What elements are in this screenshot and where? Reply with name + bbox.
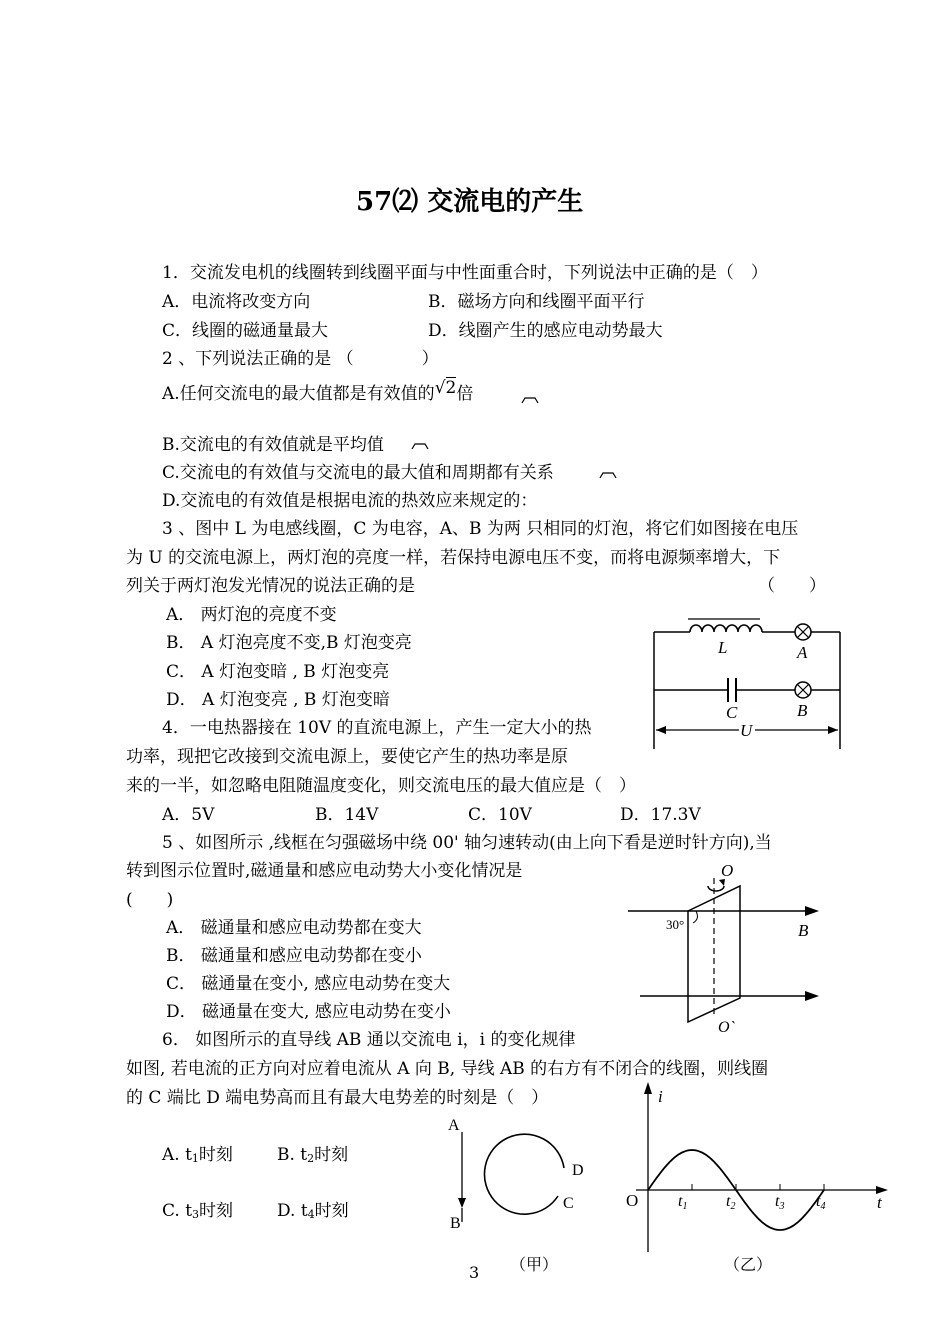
q3-option-a: A． 两灯泡的亮度不变 <box>166 605 337 625</box>
label-t1: t1 <box>678 1193 688 1212</box>
q2-option-a-text: A.任何交流电的最大值都是有效值的 <box>162 384 435 404</box>
q5-option-c: C． 磁通量在变小, 感应电动势在变大 <box>166 974 451 994</box>
q6-option-c-sub: 3 <box>192 1208 200 1221</box>
q1-option-c: C．线圈的磁通量最大 <box>162 321 329 341</box>
label-B: B <box>797 701 808 720</box>
sqrt-radicand: 2 <box>445 378 457 398</box>
label-L: L <box>718 638 728 657</box>
label-O: O <box>721 861 734 880</box>
q3-line2: 为 U 的交流电源上，两灯泡的亮度一样，若保持电源电压不变，而将电源频率增大，下 <box>126 548 781 568</box>
q6-line2: 如图, 若电流的正方向对应着电流从 A 向 B, 导线 AB 的右方有不闭合的线圈，则线圈 <box>126 1059 769 1079</box>
caption-yi: （乙） <box>724 1257 773 1274</box>
q6-option-d <box>277 1200 349 1226</box>
q1-stem: 1．交流发电机的线圈转到线圈平面与中性面重合时，下列说法中正确的是（ ） <box>162 263 768 283</box>
label-B: B <box>450 1215 461 1232</box>
q4-line3: 来的一半，如忽略电阻随温度变化，则交流电压的最大值应是（ ） <box>126 776 636 796</box>
label-angle: 30° <box>666 917 685 932</box>
q4-option-d: D．17.3V <box>620 805 701 825</box>
q3-option-b: B． A 灯泡亮度不变,B 灯泡变亮 <box>166 633 412 653</box>
label-A: A <box>448 1117 460 1134</box>
q4-line1: 4．一电热器接在 10V 的直流电源上，产生一定大小的热 <box>162 718 592 738</box>
label-t2: t2 <box>726 1193 736 1212</box>
q6-option-b-post: 时刻 <box>314 1145 349 1165</box>
q5-option-b: B． 磁通量和感应电动势都在变小 <box>166 946 422 966</box>
q5-option-a: A． 磁通量和感应电动势都在变大 <box>166 918 422 938</box>
label-origin: O <box>626 1191 639 1210</box>
label-C: C <box>726 703 738 722</box>
label-B-field: B <box>798 921 809 940</box>
label-t: t <box>877 1193 882 1212</box>
q6-option-d-sub: 4 <box>307 1208 315 1221</box>
q6-option-a <box>162 1144 233 1170</box>
q2-option-c: C.交流电的有效值与交流电的最大值和周期都有关系 <box>162 463 554 483</box>
q5-line2: 转到图示位置时,磁通量和感应电动势大小变化情况是 <box>126 861 523 881</box>
q1-option-d: D．线圈产生的感应电动势最大 <box>428 321 663 341</box>
q3-option-c: C． A 灯泡变暗 , B 灯泡变亮 <box>166 662 390 682</box>
q6-option-a-sub: 1 <box>191 1152 199 1165</box>
label-O-prime: O` <box>718 1019 735 1036</box>
q2-option-a-tail: 倍 <box>456 384 474 404</box>
q4-option-a: A．5V <box>162 805 215 825</box>
q4-line2: 功率，现把它改接到交流电源上，要使它产生的热功率是原 <box>126 747 568 767</box>
q6-option-c <box>162 1200 233 1226</box>
q5-frame-diagram <box>626 856 831 1036</box>
q2-option-d: D.交流电的有效值是根据电流的热效应来规定的： <box>162 491 538 511</box>
q3-line1: 3 、图中 L 为电感线圈，C 为电容，A、B 为两 只相同的灯泡，将它们如图接在电压 <box>162 519 799 539</box>
q3-option-d: D． A 灯泡变亮 , B 灯泡变暗 <box>166 690 390 710</box>
label-U: U <box>740 721 753 740</box>
q5-option-d: D． 磁通量在变大, 感应电动势在变小 <box>166 1002 451 1022</box>
q6-option-c-pre: C. t <box>162 1201 193 1221</box>
q6-line1: 6． 如图所示的直导线 AB 通以交流电 i，i 的变化规律 <box>162 1030 576 1050</box>
q5-line1: 5 、如图所示 ,线框在匀强磁场中绕 00' 轴匀速转动(由上向下看是逆时针方向),当 <box>162 833 772 853</box>
q3-answer-paren: （ ） <box>758 576 826 596</box>
q6-option-d-post: 时刻 <box>314 1201 349 1221</box>
q2-stem: 2 、下列说法正确的是 （ ） <box>162 349 439 369</box>
caption-jia: （甲） <box>510 1257 559 1274</box>
sqrt-symbol: √2 <box>434 378 457 398</box>
q1-option-a: A．电流将改变方向 <box>162 292 311 312</box>
q6-option-b-pre: B. t <box>277 1145 308 1165</box>
open-loop <box>484 1134 564 1214</box>
q6-option-d-pre: D. t <box>277 1201 308 1221</box>
label-t4: t4 <box>816 1193 826 1212</box>
q6-option-b-sub: 2 <box>307 1152 315 1165</box>
page-title: 57⑵ 交流电的产生 <box>356 187 584 217</box>
q6-option-b <box>277 1144 348 1170</box>
page-number: 3 <box>469 1263 480 1282</box>
q3-line3: 列关于两灯泡发光情况的说法正确的是 <box>126 576 415 596</box>
q5-line3: ( ) <box>126 890 174 910</box>
q1-option-b: B．磁场方向和线圈平面平行 <box>428 292 645 312</box>
q6-option-c-post: 时刻 <box>199 1201 234 1221</box>
q6-option-a-post: 时刻 <box>198 1145 233 1165</box>
q6-wire-loop-diagram <box>440 1110 610 1280</box>
label-D: D <box>572 1162 584 1179</box>
label-i: i <box>658 1087 663 1106</box>
label-C: C <box>563 1195 574 1212</box>
q6-current-graph <box>616 1080 896 1280</box>
q3-circuit-diagram <box>640 608 850 753</box>
q6-line3: 的 C 端比 D 端电势高而且有最大电势差的时刻是（ ） <box>126 1088 549 1108</box>
q6-option-a-pre: A. t <box>162 1145 192 1165</box>
q2-option-b: B.交流电的有效值就是平均值 <box>162 435 384 455</box>
q4-option-c: C．10V <box>468 805 532 825</box>
q4-option-b: B．14V <box>315 805 379 825</box>
label-t3: t3 <box>775 1193 785 1212</box>
label-A: A <box>797 643 808 662</box>
inductor-coil <box>690 625 762 632</box>
